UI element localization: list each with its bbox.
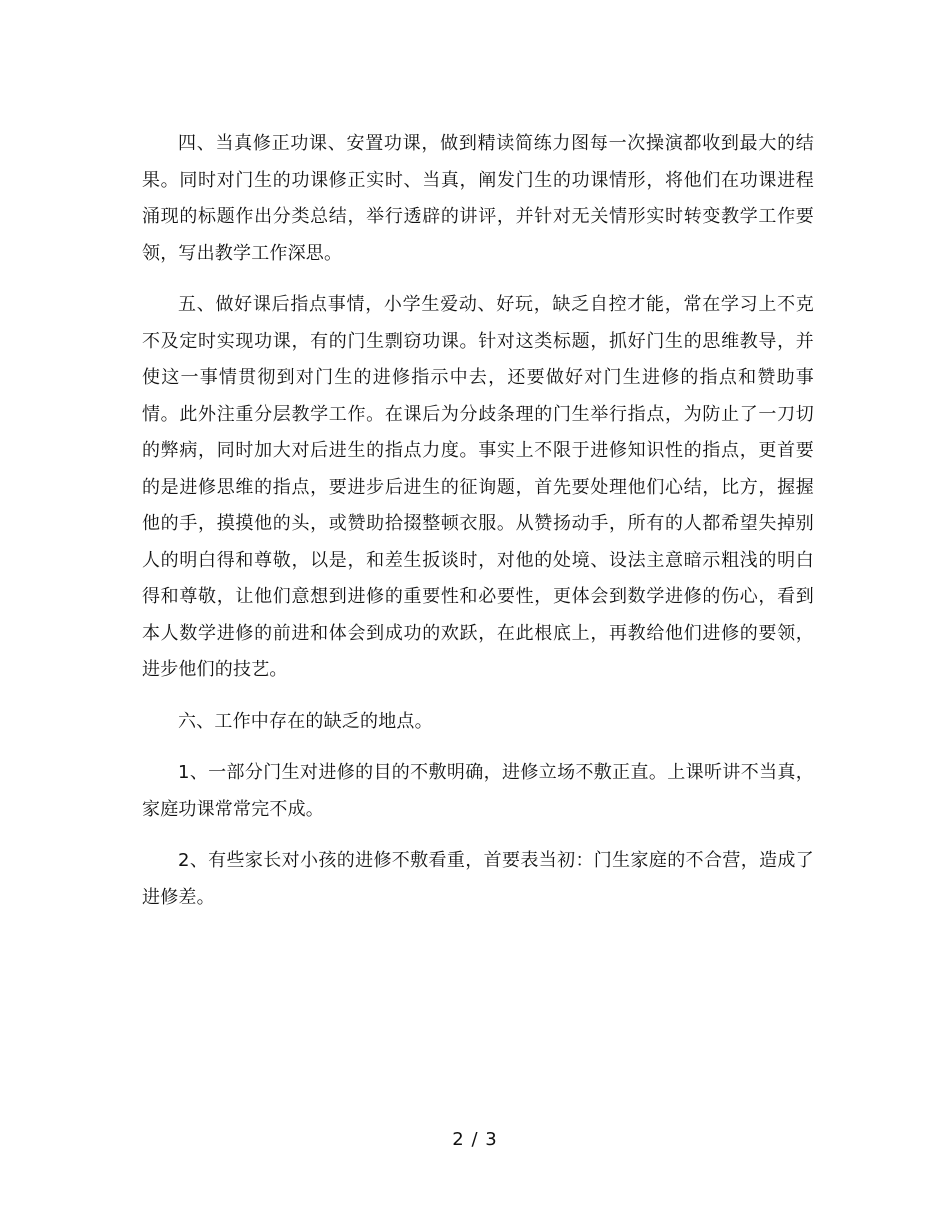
paragraph-after-class-guidance: 五、做好课后指点事情，小学生爱动、好玩，缺乏自控才能，常在学习上不克不及定时实现功课，有的门生剽窃功课。针对这类标题，抓好门生的思维教导，并使这一事情贯彻到对门生的进修指示中去，还要做好对门生进修的指点和赞助事情。此外注重分层教学工作。在课后为分歧条理的门生举行指点，为防止了一刀切的弊病，同时加大对后进生的指点力度。事实上不限于进修知识性的指点，更首要的是进修思维的指点，要进步后进生的征询题，首先要处理他们心结，比方，握握他的手，摸摸他的头，或赞助拾掇整顿衣服。从赞扬动手，所有的人都希望失掉别人的明白得和尊敬，以是，和差生扳谈时，对他的处境、设法主意暗示粗浅的明白得和尊敬，让他们意想到进修的重要性和必要性，更体会到数学进修的伤心，看到本人数学进修的前进和体会到成功的欢跃，在此根底上，再教给他们进修的要领，进步他们的技艺。 xyxy=(142,294,814,680)
paragraph-shortcomings-heading: 六、工作中存在的缺乏的地点。 xyxy=(178,710,433,732)
paragraph-shortcoming-1: 1、一部分门生对进修的目的不敷明确，进修立场不敷正直。上课听讲不当真，家庭功课常常完不成。 xyxy=(142,762,814,820)
document-body xyxy=(142,126,814,931)
page-number: 2 / 3 xyxy=(452,1129,498,1150)
paragraph-shortcoming-2: 2、有些家长对小孩的进修不敷看重，首要表当初：门生家庭的不合营，造成了进修差。 xyxy=(142,850,814,908)
paragraph-homework-correction: 四、当真修正功课、安置功课，做到精读简练力图每一次操演都收到最大的结果。同时对门生的功课修正实时、当真，阐发门生的功课情形，将他们在功课进程涌现的标题作出分类总结，举行透辟的讲评，并针对无关情形实时转变教学工作要领，写出教学工作深思。 xyxy=(142,133,814,264)
